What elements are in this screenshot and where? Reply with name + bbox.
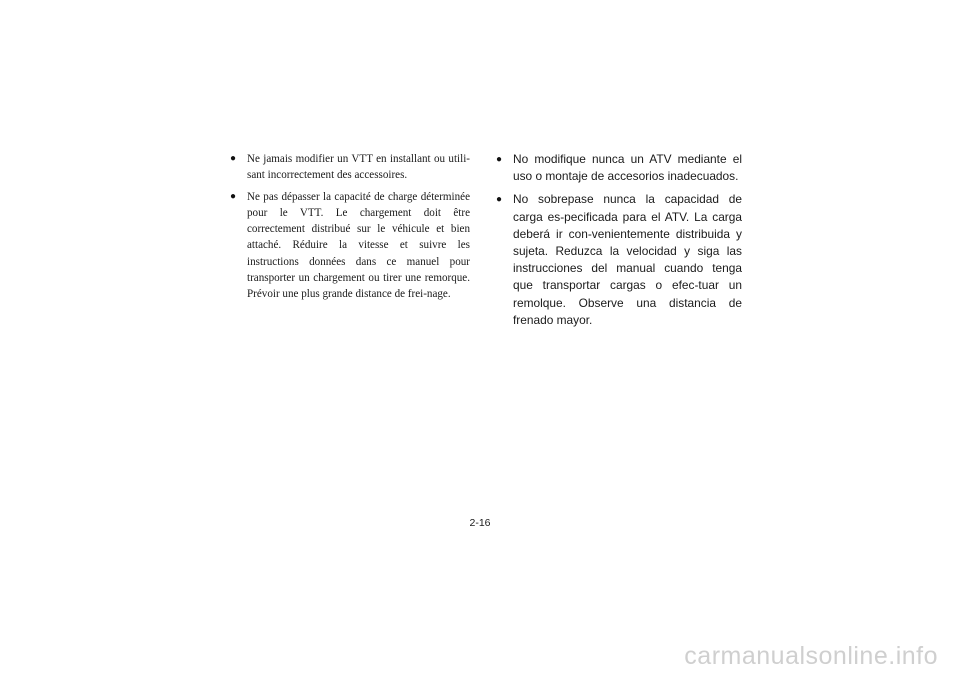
french-warning-list — [230, 151, 470, 308]
bullet-text: Ne jamais modifier un VTT en installant ou utili-sant incorrectement des accessoires. — [247, 153, 470, 182]
bullet-icon: ● — [230, 153, 237, 164]
bullet-icon: ● — [496, 154, 503, 165]
bullet-text: Ne pas dépasser la capacité de charge déterminée pour le VTT. Le chargement doit être correctement distribué sur le véhicule et bien attaché. Réduire la vitesse et suivre les instructions données dans ce manuel pour transporter un chargement ou tirer une remorque. Prévoir une plus grande distance de frei-nage. — [247, 190, 470, 301]
bullet-icon: ● — [230, 190, 237, 202]
page-number: 2-16 — [469, 517, 491, 529]
list-item — [496, 191, 742, 329]
list-item — [496, 151, 742, 185]
list-item — [230, 151, 470, 184]
bullet-icon: ● — [496, 194, 503, 206]
watermark: carmanualsonline.info — [684, 642, 938, 670]
bullet-text: No sobrepase nunca la capacidad de carga es-pecificada para el ATV. La carga deberá ir con-venientemente distribuida y sujeta. Reduzca la velocidad y siga las instrucciones del manual cuando tenga que transportar cargas o efec-tuar un remolque. Observe una distancia de frenado mayor. — [513, 192, 742, 327]
bullet-text: No modifique nunca un ATV mediante el uso o montaje de accesorios inadecuados. — [513, 152, 742, 184]
spanish-warning-list — [496, 151, 742, 335]
list-item — [230, 189, 470, 303]
